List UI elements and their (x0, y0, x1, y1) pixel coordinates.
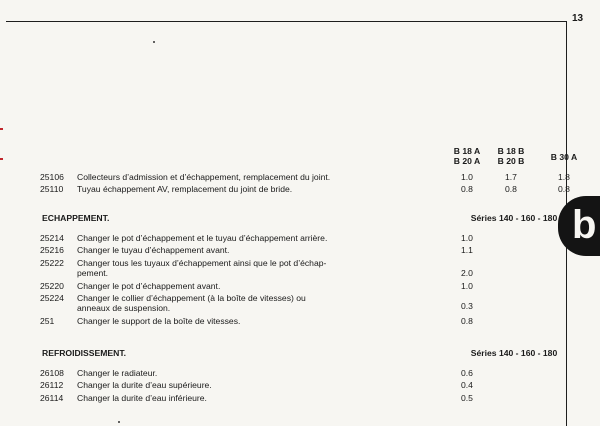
time-value: 1.0 (461, 281, 473, 291)
margin-mark (0, 158, 3, 160)
operation-code: 25214 (40, 233, 64, 243)
series-label-echappement: Séries 140 - 160 - 180 (470, 213, 558, 223)
column-header-b30a: B 30 A (550, 152, 578, 162)
operation-description: Changer le radiateur. (77, 368, 158, 378)
operation-description: Changer la durite d’eau supérieure. (77, 380, 212, 390)
series-label-refroidissement: Séries 140 - 160 - 180 (470, 348, 558, 358)
operation-code: 25110 (40, 184, 64, 194)
section-tab (558, 196, 600, 256)
operation-description: Changer le collier d’échappement (à la boîte de vitesses) ou (77, 293, 306, 303)
operation-description: Changer le pot d’échappement avant. (77, 281, 221, 291)
operation-code: 25106 (40, 172, 64, 182)
operation-description-continued: anneaux de suspension. (77, 303, 171, 313)
margin-mark (0, 128, 3, 130)
time-value: 1.1 (461, 245, 473, 255)
operation-code: 26108 (40, 368, 64, 378)
operation-description: Changer le tuyau d’échappement avant. (77, 245, 230, 255)
time-b30a: 1.8 (558, 172, 570, 182)
time-value: 1.0 (461, 233, 473, 243)
operation-code: 26114 (40, 393, 64, 403)
time-b30a: 0.8 (558, 184, 570, 194)
time-b18b-b20b: 1.7 (505, 172, 517, 182)
page-number: 13 (572, 13, 584, 24)
time-b18a-b20a: 0.8 (461, 184, 473, 194)
time-value: 0.5 (461, 393, 473, 403)
time-value: 0.6 (461, 368, 473, 378)
time-value: 0.3 (461, 301, 473, 311)
operation-code: 251 (40, 316, 55, 326)
time-value: 0.8 (461, 316, 473, 326)
section-heading-echappement: ECHAPPEMENT. (42, 213, 110, 223)
operation-description: Changer la durite d’eau inférieure. (77, 393, 207, 403)
operation-description: Tuyau échappement AV, remplacement du joint de bride. (77, 184, 293, 194)
column-header-b20b: B 20 B (497, 156, 525, 166)
page-frame-top-rule (6, 21, 566, 22)
operation-description: Changer le support de la boîte de vitesses. (77, 316, 241, 326)
operation-code: 25222 (40, 258, 64, 268)
column-header-b20a: B 20 A (453, 156, 481, 166)
operation-code: 26112 (40, 380, 64, 390)
time-b18a-b20a: 1.0 (461, 172, 473, 182)
time-value: 2.0 (461, 268, 473, 278)
speck (118, 421, 120, 423)
column-header-b18a: B 18 A (453, 146, 481, 156)
operation-code: 25216 (40, 245, 64, 255)
operation-description: Changer le pot d’échappement et le tuyau d’échappement arrière. (77, 233, 328, 243)
column-header-b18b: B 18 B (497, 146, 525, 156)
speck (153, 41, 155, 43)
section-heading-refroidissement: REFROIDISSEMENT. (42, 348, 127, 358)
time-value: 0.4 (461, 380, 473, 390)
operation-code: 25224 (40, 293, 64, 303)
time-b18b-b20b: 0.8 (505, 184, 517, 194)
operation-description: Collecteurs d’admission et d’échappement, remplacement du joint. (77, 172, 331, 182)
operation-description-continued: pement. (77, 268, 109, 278)
operation-code: 25220 (40, 281, 64, 291)
operation-description: Changer tous les tuyaux d’échappement ainsi que le pot d’échap- (77, 258, 327, 268)
section-tab-letter: b (572, 203, 597, 247)
